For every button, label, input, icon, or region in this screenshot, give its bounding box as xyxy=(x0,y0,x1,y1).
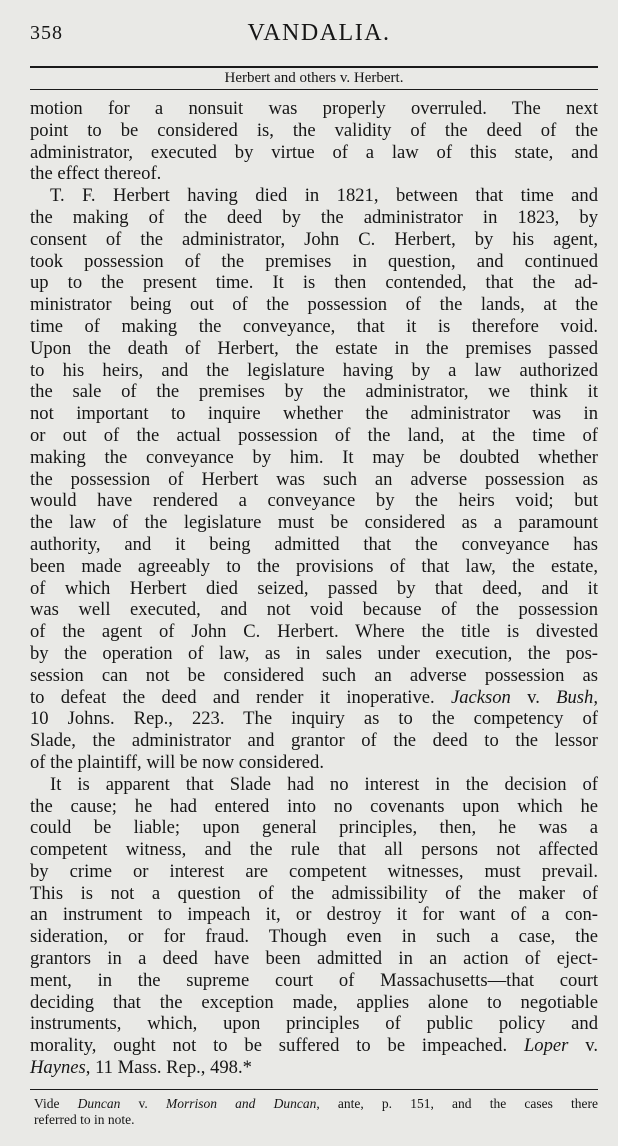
text-line: T. F. Herbert having died in 1821, between that time and xyxy=(50,185,598,207)
text-line: took possession of the premises in question, and continued xyxy=(30,250,598,272)
text-line: 10 Johns. Rep., 223. The inquiry as to the competency of xyxy=(30,708,598,730)
text-line: been made agreeably to the provisions of that law, the estate, xyxy=(30,555,598,577)
case-caption xyxy=(30,68,598,89)
citation-versus: v. xyxy=(568,1035,598,1057)
footnote xyxy=(30,1090,598,1128)
text-line: the effect thereof. xyxy=(30,163,162,185)
text-line-with-citation xyxy=(30,1035,598,1057)
citation-party: Jackson xyxy=(450,686,511,708)
text-line: would have rendered a conveyance by the heirs void; but xyxy=(30,490,598,512)
running-title: VANDALIA. xyxy=(247,20,391,46)
paragraph-2 xyxy=(30,185,598,774)
text-line: ment, in the supreme court of Massachusetts—that court xyxy=(30,969,598,991)
text-line: up to the present time. It is then contended, that the ad- xyxy=(30,272,598,294)
text-line: could be liable; upon general principles, then, he was a xyxy=(30,817,598,839)
citation-reference: , 11 Mass. Rep., 498.* xyxy=(85,1057,252,1079)
text-line: the cause; he had entered into no covenants upon which he xyxy=(30,795,598,817)
text-line: consent of the administrator, John C. Herbert, by his agent, xyxy=(30,228,598,250)
text-line: Upon the death of Herbert, the estate in the premises passed xyxy=(30,337,598,359)
text-line: or out of the actual possession of the land, at the time of xyxy=(30,424,598,446)
text-line: of the agent of John C. Herbert. Where the title is divested xyxy=(30,621,598,643)
text-line: by crime or interest are competent witnesses, must prevail. xyxy=(30,860,598,882)
text-line: by the operation of law, as in sales under execution, the pos- xyxy=(30,642,598,664)
text-line: administrator, executed by virtue of a law of this state, and xyxy=(30,141,598,163)
footnote-line: referred to in note. xyxy=(34,1111,135,1127)
text-line: not important to inquire whether the administrator was in xyxy=(30,403,598,425)
text-line: time of making the conveyance, that it is therefore void. xyxy=(30,315,598,337)
text-line: This is not a question of the admissibility of the maker of xyxy=(30,882,598,904)
text-line: an instrument to impeach it, or destroy it for want of a con- xyxy=(30,904,598,926)
text-line: was well executed, and not void because of the possession xyxy=(30,599,598,621)
text-line: motion for a nonsuit was properly overruled. The next xyxy=(30,98,598,119)
page-number: 358 xyxy=(30,22,63,44)
citation-party: Bush, xyxy=(556,686,598,708)
footnote-versus: v. xyxy=(120,1095,166,1111)
text-segment: to defeat the deed and render it inoperative. xyxy=(30,686,435,708)
case-caption-text: Herbert and others v. Herbert. xyxy=(224,70,404,86)
text-line: deciding that the exception made, applies alone to negotiable xyxy=(30,991,598,1013)
footnote-case-party: Morrison and Duncan xyxy=(165,1095,317,1111)
text-line: of the plaintiff, will be now considered. xyxy=(30,751,324,773)
footnote-prefix: Vide xyxy=(34,1095,78,1111)
citation-party: Haynes xyxy=(30,1057,86,1079)
text-line: the law of the legislature must be considered as a paramount xyxy=(30,512,598,534)
text-line: Slade, the administrator and grantor of the deed to the lessor xyxy=(30,730,598,752)
text-line: of which Herbert died seized, passed by that deed, and it xyxy=(30,577,598,599)
text-line: It is apparent that Slade had no interest in the decision of xyxy=(50,773,598,795)
text-line: session can not be considered such an adverse possession as xyxy=(30,664,598,686)
text-line: the sale of the premises by the administrator, we think it xyxy=(30,381,598,403)
text-line: point to be considered is, the validity of the deed of the xyxy=(30,119,598,141)
text-line-with-citation xyxy=(30,687,598,709)
text-segment: morality, ought not to be suffered to be impeached. xyxy=(30,1035,508,1057)
text-line: instruments, which, upon principles of public policy and xyxy=(30,1013,598,1035)
text-line: the making of the deed by the administrator in 1823, by xyxy=(30,206,598,228)
citation-party: Loper xyxy=(523,1035,569,1057)
text-line-with-citation xyxy=(30,1057,598,1079)
citation-versus: v. xyxy=(510,686,557,708)
running-head xyxy=(30,14,598,50)
text-line: making the conveyance by him. It may be doubted whether xyxy=(30,446,598,468)
text-line: the possession of Herbert was such an adverse possession as xyxy=(30,468,598,490)
footnote-line xyxy=(34,1096,598,1112)
paragraph-1 xyxy=(30,98,598,185)
text-line: sideration, or for fraud. Though even in such a case, the xyxy=(30,926,598,948)
text-line: ministrator being out of the possession of the lands, at the xyxy=(30,294,598,316)
text-line: grantors in a deed have been admitted in an action of eject- xyxy=(30,948,598,970)
caption-rule xyxy=(30,89,598,90)
text-line: competent witness, and the rule that all persons not affected xyxy=(30,839,598,861)
text-line: authority, and it being admitted that the conveyance has xyxy=(30,533,598,555)
text-line: to his heirs, and the legislature having by a law authorized xyxy=(30,359,598,381)
paragraph-3 xyxy=(30,774,598,1079)
footnote-case-party: Duncan xyxy=(77,1095,121,1111)
footnote-text: , ante, p. 151, and the cases there xyxy=(316,1095,599,1111)
